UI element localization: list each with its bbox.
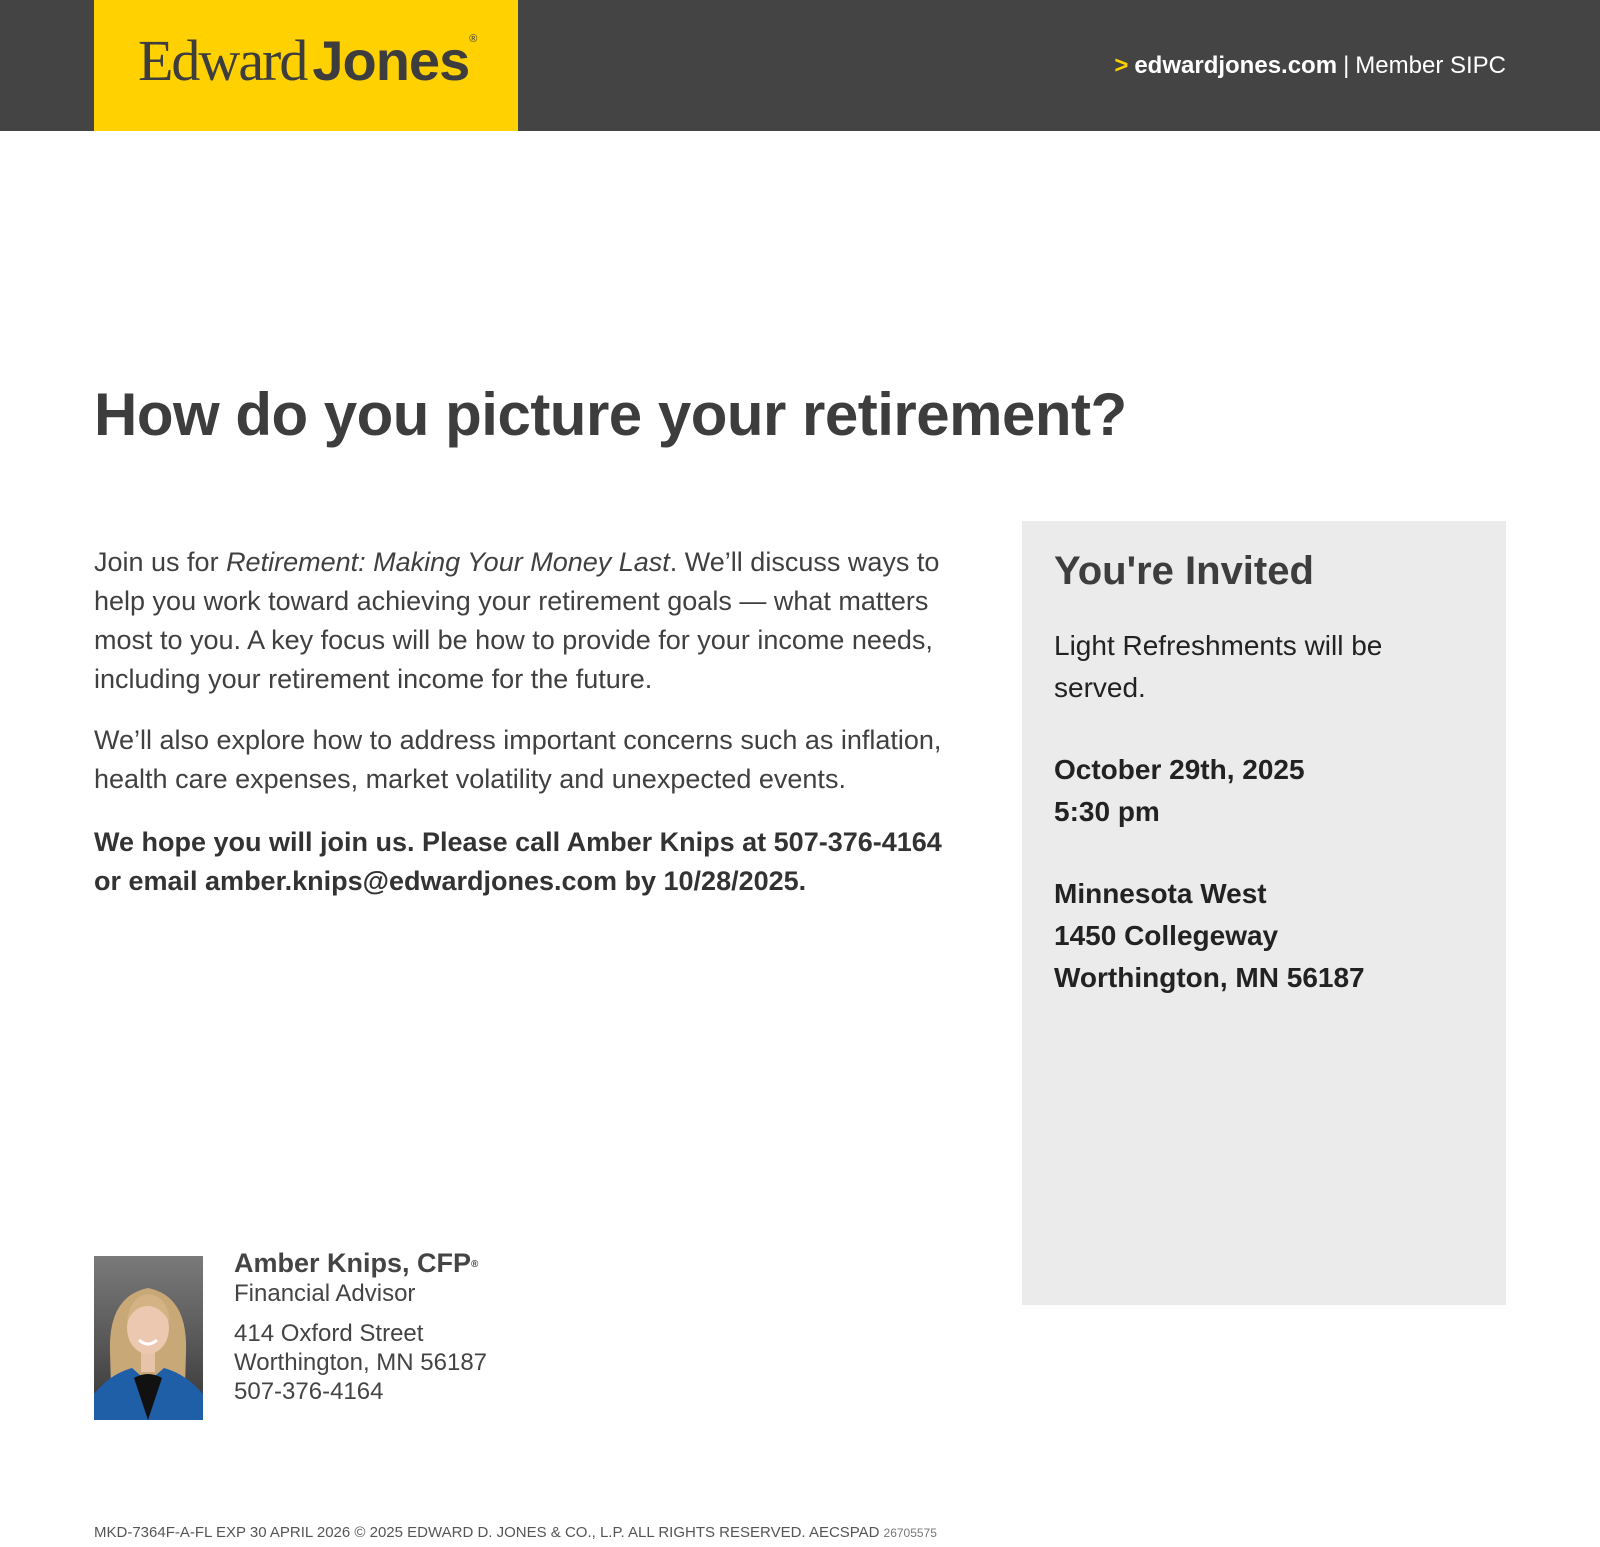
intro-paragraph [94,543,954,699]
cfp-registered-mark: ® [471,1259,479,1270]
logo-word-edward: Edward [138,28,307,93]
member-sipc-text: Member SIPC [1355,52,1506,79]
event-datetime [1054,749,1474,833]
chevron-right-icon: > [1114,52,1129,79]
event-location [1054,873,1474,999]
refreshments-note: Light Refreshments will be served. [1054,630,1383,703]
advisor-details [234,1247,487,1406]
edward-jones-logo[interactable] [138,28,478,93]
website-link[interactable]: edwardjones.com [1134,52,1338,79]
logo-registered-mark: ® [469,33,478,45]
event-time: 5:30 pm [1054,796,1160,827]
seminar-title: Retirement: Making Your Money Last [226,547,670,577]
header-separator: | [1343,52,1350,79]
logo-word-jones: Jones [312,29,470,92]
venue-street: 1450 Collegeway [1054,920,1279,951]
body-copy [94,543,954,923]
invitation-panel [1022,521,1506,1305]
advisor-street: 414 Oxford Street [234,1320,424,1347]
venue-name: Minnesota West [1054,878,1267,909]
advisor-name: Amber Knips, CFP [234,1248,472,1278]
advisor-photo [94,1256,203,1420]
advisor-phone[interactable]: 507-376-4164 [234,1378,384,1405]
header-links [1114,52,1506,81]
advisor-title: Financial Advisor [234,1280,416,1307]
document-code: 26705575 [883,1526,937,1540]
legal-text: MKD-7364F-A-FL EXP 30 APRIL 2026 © 2025 EDWARD D. JONES & CO., L.P. ALL RIGHTS RESERVED. AECSPAD [94,1524,880,1541]
event-date: October 29th, 2025 [1054,754,1305,785]
advisor-name-line [234,1247,487,1279]
legal-footer [94,1524,937,1541]
invitation-title: You're Invited [1054,549,1314,593]
logo-panel [94,0,518,131]
advisor-city: Worthington, MN 56187 [234,1349,488,1376]
concerns-paragraph: We’ll also explore how to address important concerns such as inflation, health care expenses, market volatility and unexpected events. [94,725,942,794]
page-headline: How do you picture your retirement? [94,381,1127,448]
top-header-bar [0,0,1600,131]
intro-text-start: Join us for [94,547,227,577]
rsvp-call-to-action: We hope you will join us. Please call Amber Knips at 507-376-4164 or email amber.knips@edwardjones.com by 10/28/2025. [94,827,942,896]
intro-text-end: . We’ll discuss ways to help you work toward achieving your retirement goals — what matters most to you. A key focus will be how to provide for your income needs, including your retirement income for the future. [94,547,940,694]
venue-city: Worthington, MN 56187 [1054,962,1365,993]
